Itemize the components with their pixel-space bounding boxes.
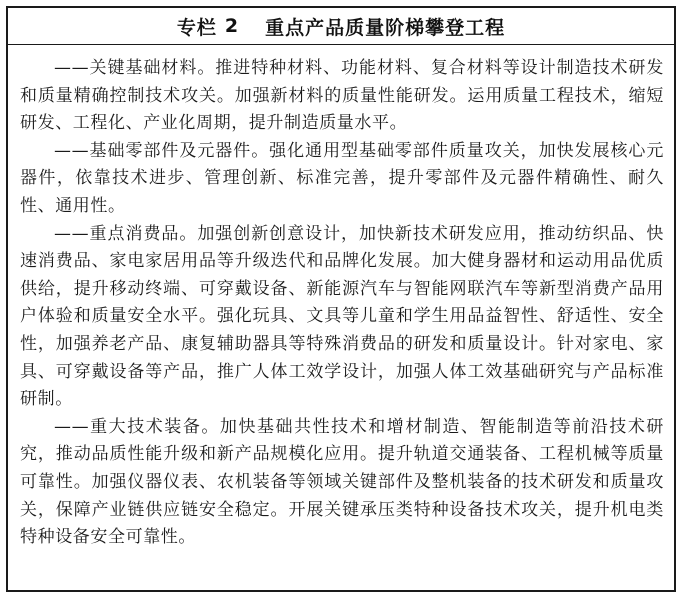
paragraph-key-materials: ——关键基础材料。推进特种材料、功能材料、复合材料等设计制造技术研发和质量精确控制技术攻关。加强新材料的质量性能研发。运用质量工程技术，缩短研发、工程化、产业化周期，提升制造质量水平。 (20, 58, 664, 134)
column-box (6, 6, 676, 592)
column-content (8, 45, 674, 552)
column-title-text: 重点产品质量阶梯攀登工程 (265, 16, 506, 39)
paragraph-consumer-goods: ——重点消费品。加强创新创意设计，加快新技术研发应用，推动纺织品、快速消费品、家电家居用品等升级迭代和品牌化发展。加大健身器材和运动用品优质供给，提升移动终端、可穿戴设备、新能源汽车与智能网联汽车等新型消费产品用户体验和质量安全水平。强化玩具、文具等儿童和学生用品益智性、舒适性、安全性，加强养老产品、康复辅助器具等特殊消费品的研发和质量设计。针对家电、家具、可穿戴设备等产品，推广人体工效学设计，加强人体工效基础研究与产品标准研制。 (20, 223, 664, 410)
column-title-prefix: 专栏 (176, 16, 217, 39)
column-title-number: 2 (224, 15, 240, 37)
paragraph-components: ——基础零部件及元器件。强化通用型基础零部件质量攻关，加快发展核心元器件，依靠技术进步、管理创新、标准完善，提升零部件及元器件精确性、耐久性、通用性。 (20, 140, 664, 216)
column-title (8, 8, 674, 45)
paragraph-major-equipment: ——重大技术装备。加快基础共性技术和增材制造、智能制造等前沿技术研究，推动品质性能升级和新产品规模化应用。提升轨道交通装备、工程机械等质量可靠性。加强仪器仪表、农机装备等领域关键部件及整机装备的技术研发和质量攻关，保障产业链供应链安全稳定。开展关键承压类特种设备技术攻关，提升机电类特种设备安全可靠性。 (20, 416, 664, 548)
